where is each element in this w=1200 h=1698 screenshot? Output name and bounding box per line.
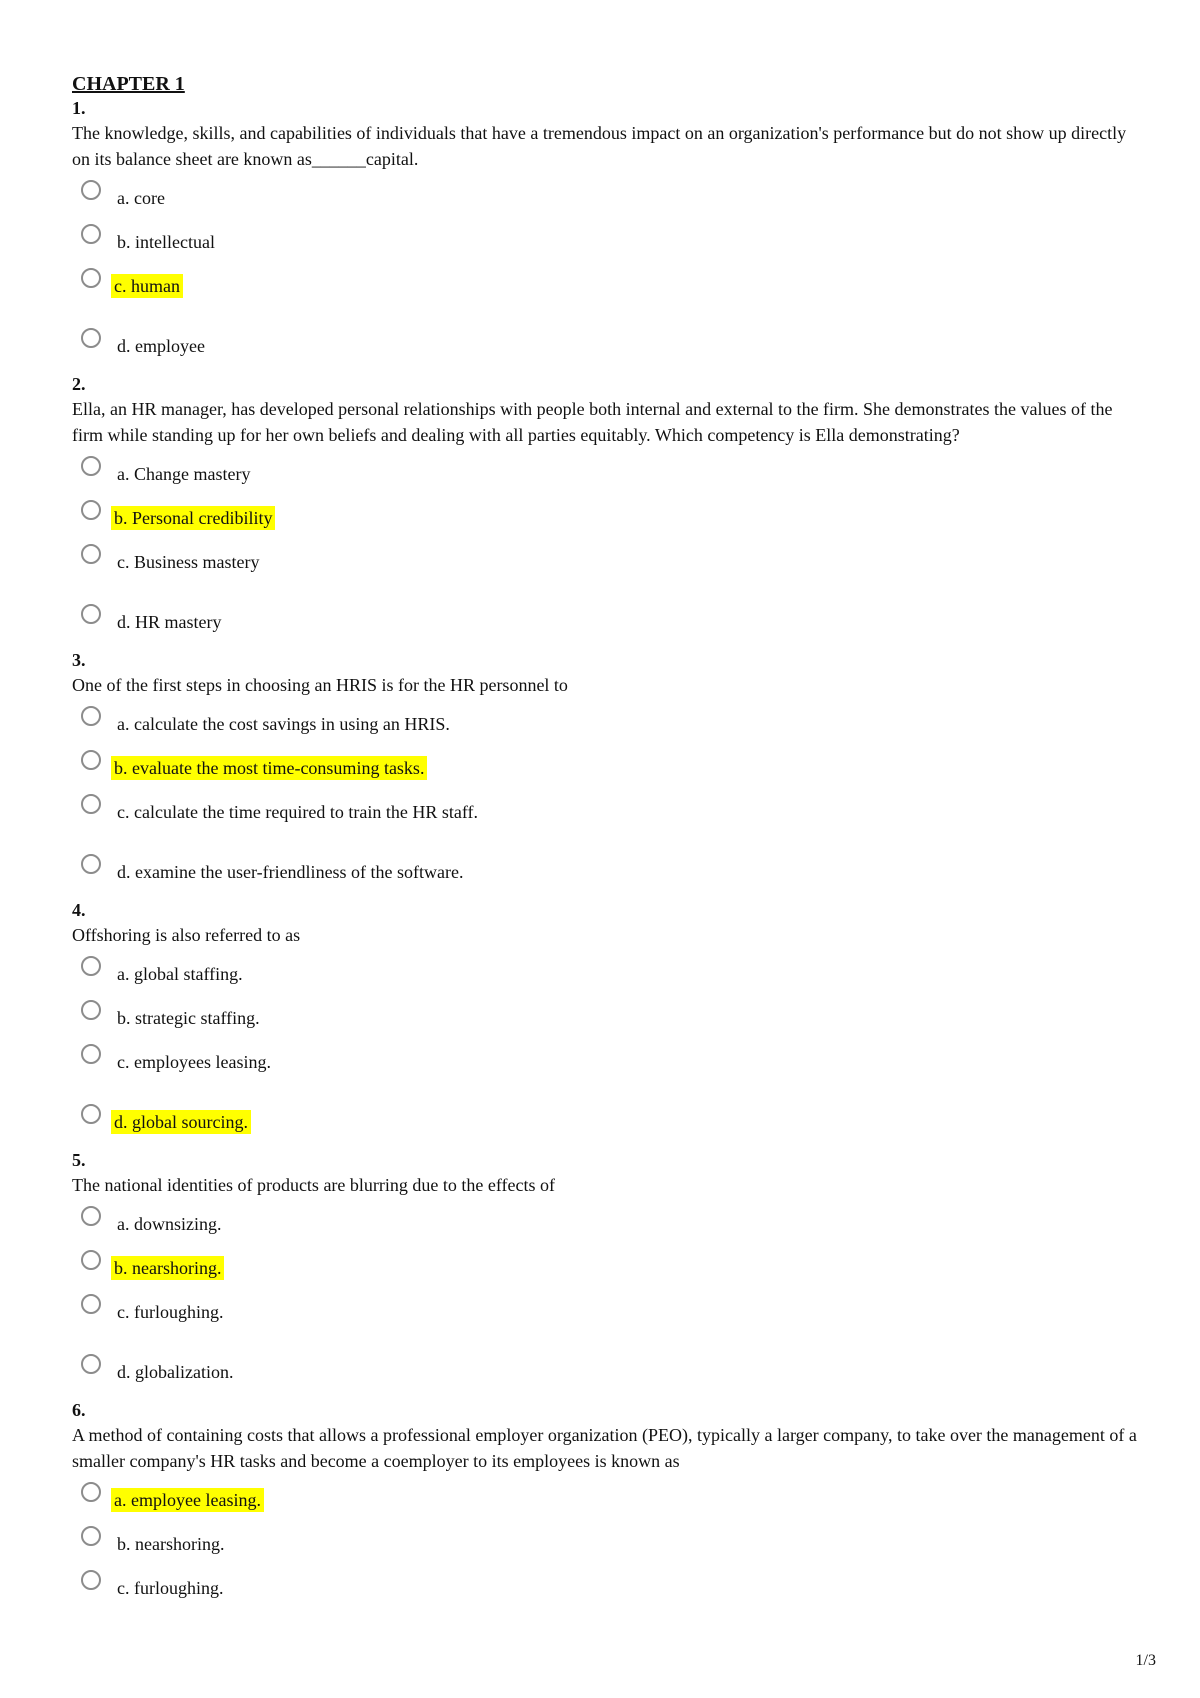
answer-option-label-highlighted: b. Personal credibility (111, 506, 275, 530)
question-text: Ella, an HR manager, has developed personal relationships with people both internal and external to the firm. She demonstrates the values of the firm while standing up for her own beliefs and dealing with all parties equitably. Which competency is Ella demonstrating? (72, 399, 1113, 445)
question-number: 1. (72, 98, 86, 118)
question-text: The national identities of products are blurring due to the effects of (72, 1175, 556, 1195)
answer-options (72, 956, 1142, 1148)
answer-option[interactable] (72, 1294, 1142, 1338)
answer-option[interactable] (72, 1570, 1142, 1614)
answer-option[interactable] (72, 500, 1142, 544)
radio-button-icon[interactable] (81, 1526, 101, 1546)
question-block (72, 648, 1142, 898)
answer-option[interactable] (72, 1104, 1142, 1148)
radio-button-icon[interactable] (81, 1250, 101, 1270)
question-block (72, 96, 1142, 372)
answer-option[interactable] (72, 456, 1142, 500)
answer-options (72, 1482, 1142, 1614)
question-text: The knowledge, skills, and capabilities of individuals that have a tremendous impact on an organization's performance but do not show up directly on its balance sheet are known as______capital. (72, 123, 1127, 169)
answer-option[interactable] (72, 1250, 1142, 1294)
answer-option-label: c. employees leasing. (117, 1052, 271, 1072)
answer-option-label-highlighted: a. employee leasing. (111, 1488, 264, 1512)
radio-button-icon[interactable] (81, 794, 101, 814)
radio-button-icon[interactable] (81, 224, 101, 244)
answer-option[interactable] (72, 1526, 1142, 1570)
radio-button-icon[interactable] (81, 1354, 101, 1374)
answer-option-label-highlighted: c. human (111, 274, 183, 298)
answer-option-label: d. employee (117, 336, 205, 356)
radio-button-icon[interactable] (81, 1104, 101, 1124)
answer-option-label: d. globalization. (117, 1362, 234, 1382)
answer-option-label: d. examine the user-friendliness of the software. (117, 862, 464, 882)
answer-option-label: b. nearshoring. (117, 1534, 225, 1554)
answer-option[interactable] (72, 854, 1142, 898)
answer-option-label: a. Change mastery (117, 464, 251, 484)
radio-button-icon[interactable] (81, 706, 101, 726)
answer-option[interactable] (72, 1354, 1142, 1398)
answer-option-label: c. furloughing. (117, 1578, 224, 1598)
answer-option-label-highlighted: b. evaluate the most time-consuming tasks. (111, 756, 427, 780)
answer-option[interactable] (72, 956, 1142, 1000)
question-number: 5. (72, 1150, 86, 1170)
radio-button-icon[interactable] (81, 1206, 101, 1226)
answer-option-label: d. HR mastery (117, 612, 222, 632)
radio-button-icon[interactable] (81, 1044, 101, 1064)
question-number: 6. (72, 1400, 86, 1420)
answer-option-label: c. furloughing. (117, 1302, 224, 1322)
answer-option[interactable] (72, 706, 1142, 750)
answer-option-label: a. calculate the cost savings in using an HRIS. (117, 714, 450, 734)
radio-button-icon[interactable] (81, 1000, 101, 1020)
question-text: A method of containing costs that allows a professional employer organization (PEO), typically a larger company, to take over the management of a smaller company's HR tasks and become a coemployer to its employees is known as (72, 1425, 1137, 1471)
answer-option-label: a. global staffing. (117, 964, 243, 984)
answer-option-label: b. strategic staffing. (117, 1008, 260, 1028)
radio-button-icon[interactable] (81, 544, 101, 564)
radio-button-icon[interactable] (81, 180, 101, 200)
question-block (72, 1148, 1142, 1398)
answer-options (72, 706, 1142, 898)
question-block (72, 1398, 1142, 1614)
answer-options (72, 180, 1142, 372)
answer-options (72, 1206, 1142, 1398)
question-number: 4. (72, 900, 86, 920)
answer-option[interactable] (72, 544, 1142, 588)
answer-option-label: b. intellectual (117, 232, 215, 252)
answer-option-label-highlighted: d. global sourcing. (111, 1110, 251, 1134)
question-text: One of the first steps in choosing an HRIS is for the HR personnel to (72, 675, 568, 695)
chapter-title: CHAPTER 1 (72, 73, 185, 95)
answer-option-label-highlighted: b. nearshoring. (111, 1256, 224, 1280)
question-number: 3. (72, 650, 86, 670)
answer-option-label: c. calculate the time required to train the HR staff. (117, 802, 479, 822)
question-number: 2. (72, 374, 86, 394)
answer-option[interactable] (72, 1206, 1142, 1250)
radio-button-icon[interactable] (81, 956, 101, 976)
radio-button-icon[interactable] (81, 750, 101, 770)
answer-option[interactable] (72, 750, 1142, 794)
radio-button-icon[interactable] (81, 500, 101, 520)
answer-option[interactable] (72, 1044, 1142, 1088)
answer-option[interactable] (72, 180, 1142, 224)
radio-button-icon[interactable] (81, 1482, 101, 1502)
answer-option[interactable] (72, 328, 1142, 372)
answer-option[interactable] (72, 1000, 1142, 1044)
answer-option[interactable] (72, 794, 1142, 838)
answer-option[interactable] (72, 224, 1142, 268)
answer-option[interactable] (72, 1482, 1142, 1526)
question-list (72, 96, 1142, 1614)
question-block (72, 372, 1142, 648)
radio-button-icon[interactable] (81, 604, 101, 624)
answer-option-label: c. Business mastery (117, 552, 260, 572)
answer-option-label: a. downsizing. (117, 1214, 222, 1234)
answer-option[interactable] (72, 604, 1142, 648)
question-text: Offshoring is also referred to as (72, 925, 301, 945)
radio-button-icon[interactable] (81, 1294, 101, 1314)
radio-button-icon[interactable] (81, 456, 101, 476)
radio-button-icon[interactable] (81, 854, 101, 874)
answer-option-label: a. core (117, 188, 165, 208)
page-number: 1/3 (1135, 1652, 1156, 1669)
question-block (72, 898, 1142, 1148)
radio-button-icon[interactable] (81, 328, 101, 348)
answer-options (72, 456, 1142, 648)
answer-option[interactable] (72, 268, 1142, 312)
quiz-page (72, 72, 1142, 1614)
radio-button-icon[interactable] (81, 1570, 101, 1590)
radio-button-icon[interactable] (81, 268, 101, 288)
